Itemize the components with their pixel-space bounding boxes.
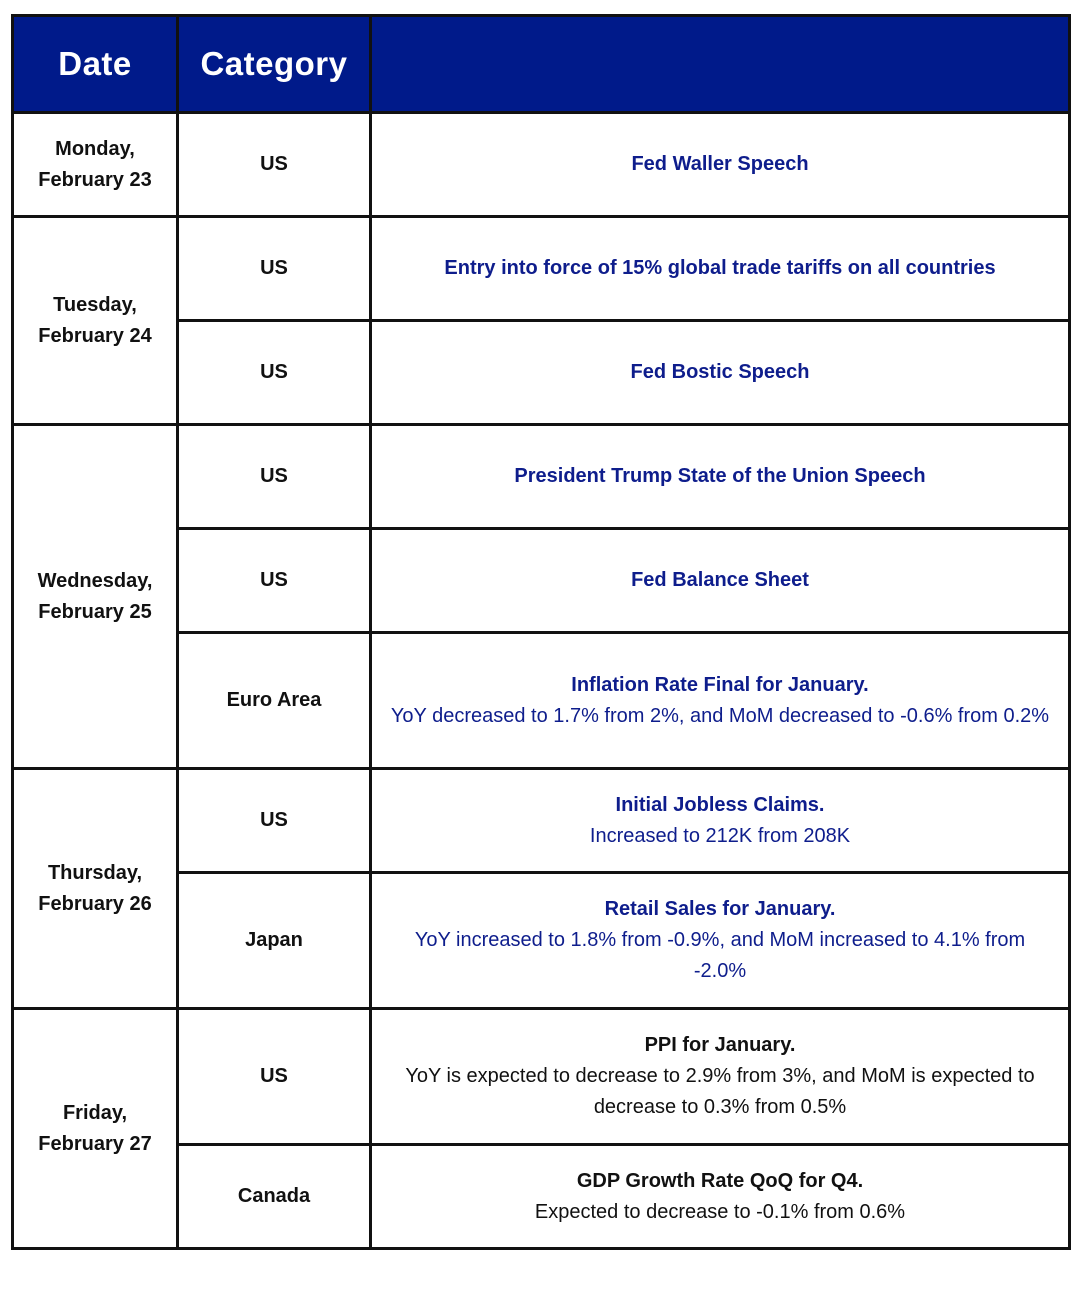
category-cell: US [178,425,371,529]
category-cell: US [178,217,371,321]
event-cell [371,1009,1070,1145]
date-cell [13,425,178,769]
event-cell [371,425,1070,529]
category-cell: Japan [178,873,371,1009]
date-cell [13,1009,178,1249]
date-cell [13,217,178,425]
date-column-header: Date [13,16,178,113]
event-title: GDP Growth Rate QoQ for Q4. [576,1169,864,1192]
date-label: Friday, February 27 [38,1101,152,1155]
event-detail: Increased to 212K from 208K [589,824,851,847]
economic-calendar-table [11,14,1071,1250]
event-title: Inflation Rate Final for January. [571,673,869,696]
event-title: Fed Waller Speech [631,153,809,175]
date-label: Thursday, February 26 [38,861,152,915]
category-cell: US [178,1009,371,1145]
event-title: PPI for January. [644,1034,796,1056]
event-title: Retail Sales for January. [604,898,836,920]
event-cell [371,529,1070,633]
event-cell [371,113,1070,217]
event-detail: YoY is expected to decrease to 2.9% from 3%, and MoM is expected to decrease to 0.3% from 0.5% [405,1065,1035,1118]
date-label: Wednesday, February 25 [37,569,153,623]
date-cell [13,769,178,1009]
date-cell [13,113,178,217]
table-row [13,769,1070,873]
date-label: Monday, February 23 [38,137,152,191]
table-row [13,113,1070,217]
table-row [13,1009,1070,1145]
event-cell [371,321,1070,425]
event-detail: Expected to decrease to -0.1% from 0.6% [534,1200,906,1223]
table-row [13,217,1070,321]
date-label: Tuesday, February 24 [38,293,152,347]
table-row [13,425,1070,529]
event-cell [371,769,1070,873]
category-cell: Euro Area [178,633,371,769]
event-column-header [371,16,1070,113]
event-cell [371,633,1070,769]
event-title: Fed Balance Sheet [631,569,809,591]
category-cell: US [178,769,371,873]
category-cell: US [178,321,371,425]
event-detail: YoY decreased to 1.7% from 2%, and MoM decreased to -0.6% from 0.2% [390,704,1050,727]
category-cell: US [178,529,371,633]
category-column-header: Category [178,16,371,113]
category-cell: US [178,113,371,217]
event-cell [371,217,1070,321]
header-row [13,16,1070,113]
event-cell [371,1145,1070,1249]
event-cell [371,873,1070,1009]
event-title: Entry into force of 15% global trade tariffs on all countries [444,257,996,279]
event-title: President Trump State of the Union Speech [514,465,926,487]
event-title: Fed Bostic Speech [630,361,810,383]
event-title: Initial Jobless Claims. [615,793,825,816]
event-detail: YoY increased to 1.8% from -0.9%, and MoM increased to 4.1% from -2.0% [414,929,1026,982]
category-cell: Canada [178,1145,371,1249]
